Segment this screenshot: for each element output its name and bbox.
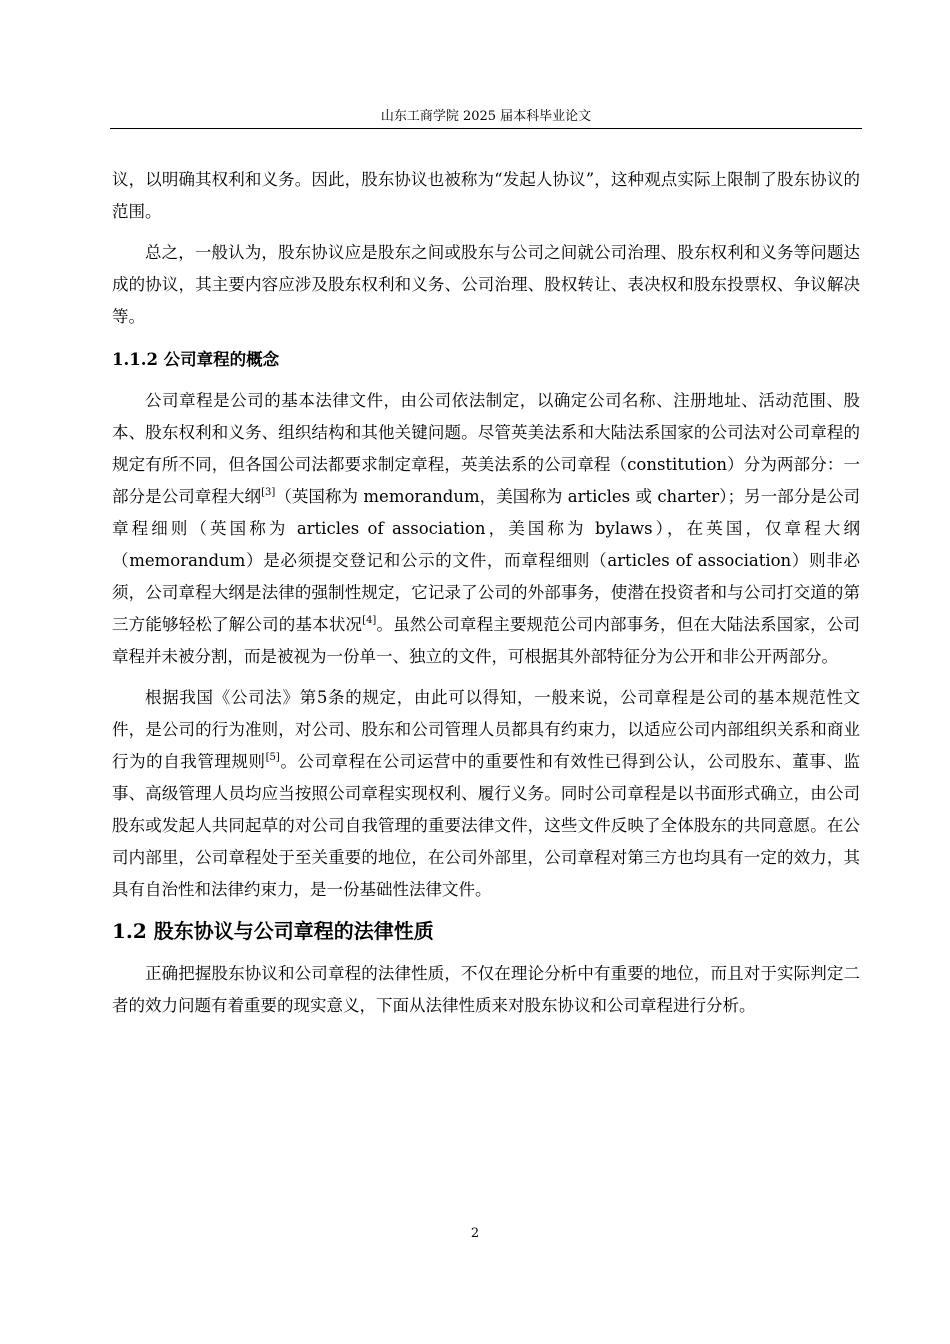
running-header: 山东工商学院 2025 届本科毕业论文 — [380, 109, 592, 124]
paragraph-text: 公司章程是公司的基本法律文件，由公司依法制定，以确定公司名称、注册地址、活动范围、股本、股东权利和义务、组织结构和其他关键问题。尽管英美法系和大陆法系国家的公司法对公司章程的规定有所不同，但各国公司法都要求制定章程，英美法系的公司章程（constitution）分为两部分：一部分是公司章程大纲 — [112, 391, 860, 506]
paragraph-articles-concept — [112, 385, 860, 673]
subsection-heading-1-1-2: 1.1.2 公司章程的概念 — [112, 350, 280, 369]
citation-ref: [5] — [265, 752, 280, 763]
citation-ref: [4] — [362, 615, 377, 626]
paragraph-continued: 议，以明确其权利和义务。因此，股东协议也被称为“发起人协议”，这种观点实际上限制了股东协议的范围。 — [112, 170, 860, 221]
paragraph-summary: 总之，一般认为，股东协议应是股东之间或股东与公司之间就公司治理、股东权利和义务等问题达成的协议，其主要内容应涉及股东权利和义务、公司治理、股权转让、表决权和股东投票权、争议解决等。 — [112, 243, 860, 326]
paragraph-text: 。公司章程在公司运营中的重要性和有效性已得到公认，公司股东、董事、监事、高级管理人员均应当按照公司章程实现权利、履行义务。同时公司章程是以书面形式确立，由公司股东或发起人共同起草的对公司自我管理的重要法律文件，这些文件反映了全体股东的共同意愿。在公司内部里，公司章程处于至关重要的地位，在公司外部里，公司章程对第三方也均具有一定的效力，其具有自治性和法律约束力，是一份基础性法律文件。 — [112, 752, 861, 899]
section-heading-1-2: 1.2 股东协议与公司章程的法律性质 — [112, 919, 434, 943]
citation-ref: [3] — [261, 487, 276, 498]
page-number: 2 — [470, 1226, 480, 1241]
paragraph-company-law — [112, 682, 860, 906]
paragraph-legal-nature: 正确把握股东协议和公司章程的法律性质，不仅在理论分析中有重要的地位，而且对于实际判定二者的效力问题有着重要的现实意义，下面从法律性质来对股东协议和公司章程进行分析。 — [112, 964, 860, 1015]
header-rule — [110, 128, 862, 129]
paragraph-text: 根据我国《公司法》第5条的规定，由此可以得知，一般来说，公司章程是公司的基本规范性文件，是公司的行为准则，对公司、股东和公司管理人员都具有约束力，以适应公司内部组织关系和商业行为的自我管理规则 — [112, 688, 860, 771]
paragraph-text: （英国称为 memorandum，美国称为 articles 或 charter）；另一部分是公司章程细则（英国称为 articles of association，美国称为 bylaws），在英国，仅章程大纲（memorandum）是必须提交登记和公示的文件，而章程细则（articles of association）则非必须，公司章程大纲是法律的强制性规定，它记录了公司的外部事务，使潜在投资者和与公司打交道的第三方能够轻松了解公司的基本状况 — [112, 487, 860, 634]
paragraph-text: 。虽然公司章程主要规范公司内部事务，但在大陆法系国家，公司章程并未被分割，而是被视为一份单一、独立的文件，可根据其外部特征分为公开和非公开两部分。 — [112, 615, 861, 666]
page-body — [112, 164, 860, 1031]
